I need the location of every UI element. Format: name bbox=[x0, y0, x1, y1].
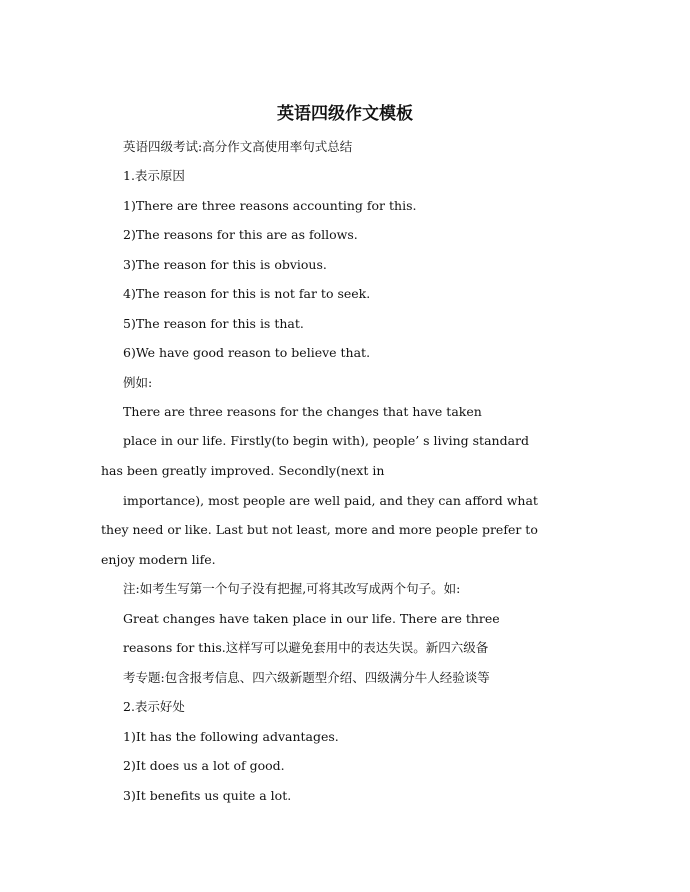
subtitle-line: 英语四级考试:高分作文高使用率句式总结 bbox=[123, 139, 353, 154]
text-line: 5)The reason for this is that. bbox=[123, 316, 304, 331]
text-line: 3)The reason for this is obvious. bbox=[123, 257, 327, 272]
text-line: enjoy modern life. bbox=[101, 552, 216, 567]
note-line: 注:如考生写第一个句子没有把握,可将其改写成两个句子。如: bbox=[123, 581, 461, 596]
text-line: importance), most people are well paid, and they can afford what bbox=[123, 493, 538, 508]
text-line: 2)The reasons for this are as follows. bbox=[123, 227, 358, 242]
text-line: 考专题:包含报考信息、四六级新题型介绍、四级满分牛人经验谈等 bbox=[123, 670, 490, 685]
text-line: 1)It has the following advantages. bbox=[123, 729, 339, 744]
section-heading-reasons: 1.表示原因 bbox=[123, 168, 185, 183]
example-label: 例如: bbox=[123, 375, 153, 390]
document-title: 英语四级作文模板 bbox=[277, 104, 413, 124]
text-line: Great changes have taken place in our life. There are three bbox=[123, 611, 500, 626]
section-heading-benefits: 2.表示好处 bbox=[123, 699, 185, 714]
text-line: 6)We have good reason to believe that. bbox=[123, 345, 371, 360]
text-line: place in our life. Firstly(to begin with), people’ s living standard bbox=[123, 433, 530, 448]
text-line: reasons for this.这样写可以避免套用中的表达失误。新四六级备 bbox=[123, 640, 489, 655]
text-line: There are three reasons for the changes that have taken bbox=[123, 404, 482, 419]
text-line: 2)It does us a lot of good. bbox=[123, 758, 285, 773]
text-line: has been greatly improved. Secondly(next in bbox=[101, 463, 385, 478]
text-line: 1)There are three reasons accounting for this. bbox=[123, 198, 417, 213]
text-line: 4)The reason for this is not far to seek. bbox=[123, 286, 371, 301]
text-line: 3)It benefits us quite a lot. bbox=[123, 788, 292, 803]
text-line: they need or like. Last but not least, more and more people prefer to bbox=[101, 522, 538, 537]
